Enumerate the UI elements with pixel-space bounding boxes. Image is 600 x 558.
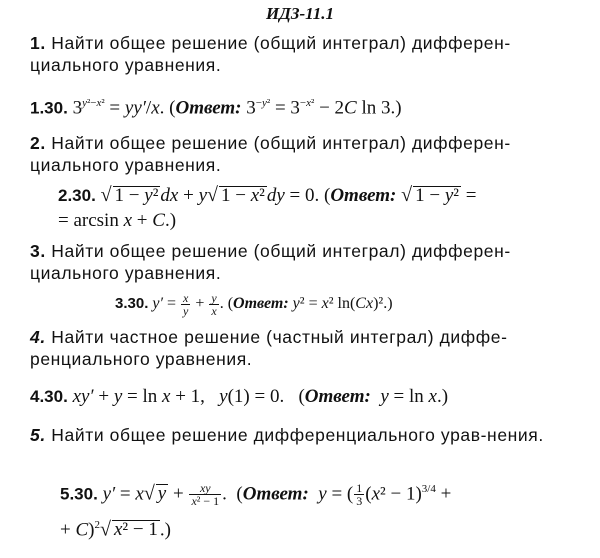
task-2-number: 2. (30, 133, 46, 153)
task-1-number: 1. (30, 33, 46, 53)
task-3 (30, 240, 570, 284)
equation-5-30: 5.30. y′ = x√ y + $\frac{xy}{\text{x² − 1}}$ . (Ответ: y = ( $\frac{1}{3}$ $(x^2 - 1)^{3/4}$ + (60, 481, 452, 509)
equation-1-number: 1.30. (30, 98, 68, 118)
task-4 (30, 326, 570, 370)
task-3-text: Найти общее решение (общий интеграл) дифферен-циального уравнения. (30, 241, 511, 283)
equation-5-number: 5.30. (60, 484, 98, 504)
task-1 (30, 32, 570, 76)
answer-label-1: Ответ: (175, 97, 242, 119)
answer-label-5: Ответ: (242, 483, 309, 505)
task-2 (30, 132, 570, 176)
answer-label-2: Ответ: (330, 185, 397, 206)
task-5 (30, 424, 570, 446)
equation-2-30-cont: = arcsin x + C.) (58, 210, 177, 231)
equation-3-number: 3.30. (115, 295, 149, 313)
task-3-number: 3. (30, 241, 46, 261)
task-5-number: 5. (30, 425, 46, 445)
equation-3-30: 3.30. y′ = $\frac{x}{y}$ + $\frac{y}{x}$ . (Ответ: y² = x² ln(Cx)².) (115, 291, 393, 318)
equation-2-30: 2.30. √ 1 − y² dx + y√ 1 − x² dy = 0. (Ответ: √ 1 − y² = (58, 184, 477, 206)
equation-5-30-cont: + C)$^2$√ x² − 1 .) (60, 518, 171, 541)
task-5-text: Найти общее решение дифференциального урав-нения. (51, 425, 544, 445)
equation-4-30: 4.30. xy′ + y = ln x + 1, y(1) = 0. (Ответ: y = ln x.) (30, 386, 449, 407)
answer-label-4: Ответ: (304, 386, 371, 407)
task-1-text: Найти общее решение (общий интеграл) дифферен-циального уравнения. (30, 33, 511, 75)
task-4-number: 4. (30, 327, 46, 347)
task-2-text: Найти общее решение (общий интеграл) дифферен-циального уравнения. (30, 133, 511, 175)
answer-label-3: Ответ: (233, 295, 289, 313)
equation-2-number: 2.30. (58, 186, 96, 205)
equation-4-number: 4.30. (30, 387, 68, 406)
document-title: ИДЗ-11.1 (266, 4, 334, 23)
equation-1-30: 1.30. $3^{y^2-x^2} = yy'/x$. (Ответ: $3^{-y^2} = 3^{-x^2} - 2C$ ln 3.) (30, 97, 402, 119)
task-4-text: Найти частное решение (частный интеграл) диффе-ренциального уравнения. (30, 327, 508, 369)
